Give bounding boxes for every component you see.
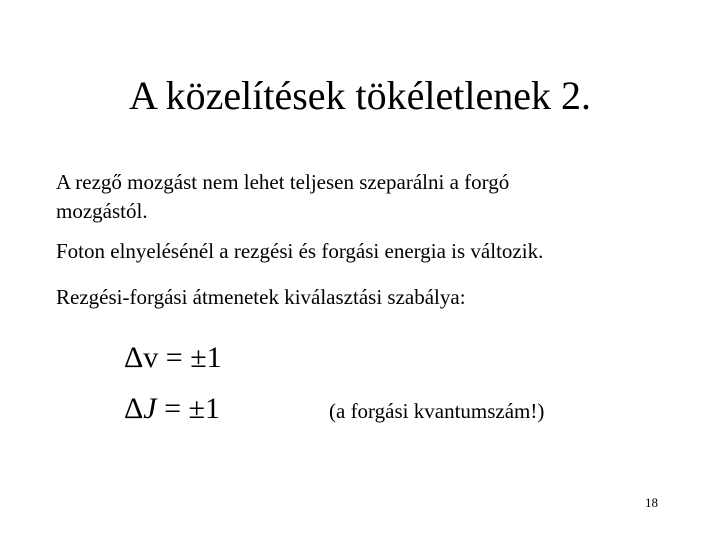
equation-delta-j-prefix: Δ — [124, 392, 144, 425]
paragraph-coupling-line-1: A rezgő mozgást nem lehet teljesen szeparálni a forgó — [56, 170, 510, 194]
equation-delta-v: Δv = ±1 — [124, 341, 222, 374]
equation-delta-j-variable: J — [143, 392, 157, 425]
quantum-number-note: (a forgási kvantumszám!) — [329, 399, 545, 423]
slide-title: A közelítések tökéletlenek 2. — [128, 73, 592, 118]
paragraph-coupling-line-2: mozgástól. — [56, 199, 148, 223]
paragraph-selection-rule: Rezgési-forgási átmenetek kiválasztási szabálya: — [56, 285, 466, 309]
page-number: 18 — [645, 495, 658, 510]
paragraph-coupling — [56, 168, 509, 226]
equation-delta-j — [124, 391, 220, 427]
paragraph-photon-absorption: Foton elnyelésénél a rezgési és forgási energia is változik. — [56, 239, 544, 263]
equation-delta-j-rest: = ±1 — [156, 392, 221, 425]
